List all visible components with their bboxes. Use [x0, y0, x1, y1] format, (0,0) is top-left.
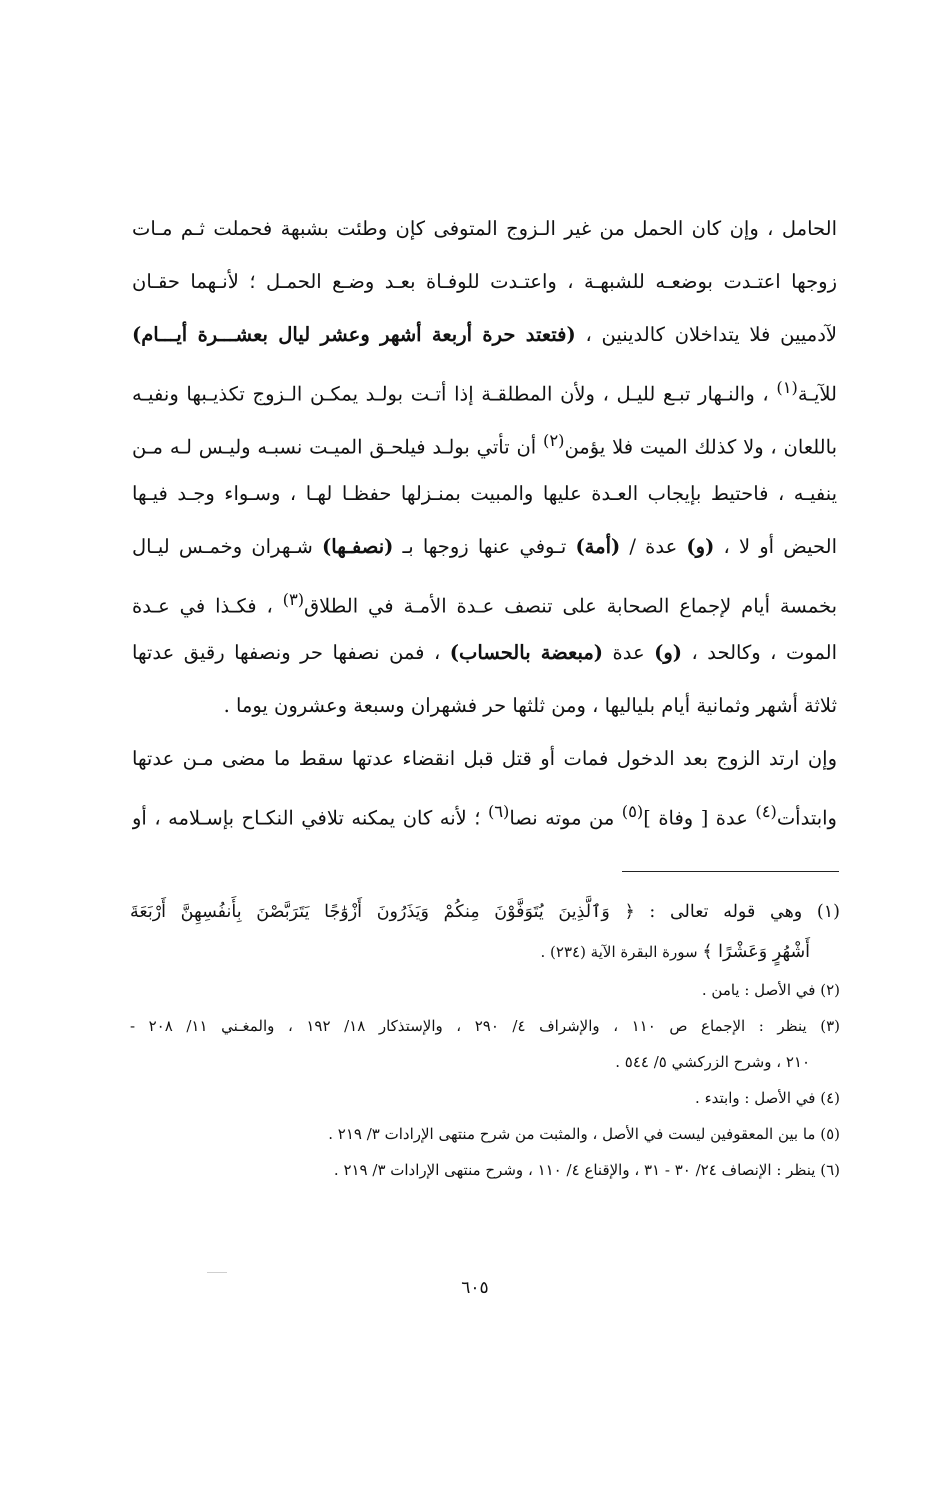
scan-mark	[207, 1272, 227, 1273]
text-segment: من موته نصا	[509, 806, 622, 830]
main-text-block	[132, 202, 837, 838]
footnote-3-line-1: (٣) ينظر : الإجماع ص ١١٠ ، والإشراف ٤/ ٢٩٠ ، والإستذكار ١٨/ ١٩٢ ، والمغـني ١١/ ٢٠٨ -	[130, 1017, 840, 1035]
quran-verse-part-1: ﴿ وَٱلَّذِينَ يُتَوَفَّوْنَ مِنكُمْ وَيَذَرُونَ أَزْوَٰجًا يَتَرَبَّصْنَ بِأَنفُسِهِنَّ أَرْبَعَةَ	[130, 902, 635, 922]
footnote-1-label: (١) وهي قوله تعالى :	[634, 902, 840, 922]
footnote-3-line-2: ٢١٠ ، وشرح الزركشي ٥/ ٥٤٤ .	[615, 1053, 810, 1071]
text-segment: لآدميين فلا يتداخلان كالدينين ،	[575, 323, 837, 346]
text-line-4	[132, 361, 837, 414]
text-line-3	[132, 308, 837, 361]
bold-mubaada: (مبعضة بالحساب)	[449, 641, 604, 664]
bold-phrase-four-months: (فتعتد حرة أربعة أشهر وعشر ليال بعشـــرة أيـــام)	[132, 323, 576, 346]
bold-waw: (و)	[654, 641, 682, 664]
text-segment: ، فمن نصفها حر ونصفها رقيق عدتها	[132, 641, 450, 664]
text-line-5	[132, 414, 837, 467]
text-line-7	[132, 520, 837, 573]
footnote-2: (٢) في الأصل : يامن .	[701, 981, 840, 999]
bold-ama: (أمة)	[575, 535, 621, 558]
footnote-ref-4: (٤)	[755, 802, 777, 821]
text-segment: الحيض أو لا ،	[714, 535, 837, 558]
text-line-6: ينفيـه ، فاحتيط بإيجاب العـدة عليها والمبيت بمنـزلها حفظـا لهـا ، وسـواء وجـد فيـها	[132, 482, 837, 505]
footnote-1-source: سورة البقرة الآية (٢٣٤) .	[540, 943, 703, 961]
text-segment: باللعان ، ولا كذلك الميت فلا يؤمن	[564, 435, 837, 459]
text-segment: الموت ، وكالحد ،	[681, 641, 837, 664]
page-number: ٦٠٥	[461, 1278, 489, 1298]
bold-waw: (و)	[686, 535, 715, 558]
footnote-ref-1: (١)	[776, 378, 798, 397]
footnote-5: (٥) ما بين المعقوفين ليست في الأصل ، والمثبت من شرح منتهى الإرادات ٣/ ٢١٩ .	[328, 1125, 840, 1143]
text-segment: ، فكـذا في عـدة	[132, 594, 283, 618]
footnotes-block	[130, 892, 840, 1188]
text-line-10: ثلاثة أشهر وثمانية أيام بلياليها ، ومن ثلثها حر فشهران وسبعة وعشرون يوما .	[223, 694, 837, 717]
footnote-1-line-2	[130, 932, 840, 972]
text-segment: ، والنـهار تبـع لليـل ، ولأن المطلقـة إذا أتـت بولـد يمكـن الـزوج تكذيـبها ونفيـه	[132, 382, 777, 406]
text-segment: تـوفي عنها زوجها بـ	[393, 535, 576, 558]
quran-verse-part-2: أَشْهُرٍ وَعَشْرًا ﴾	[702, 942, 810, 962]
text-line-12	[132, 785, 837, 838]
text-line-9	[132, 626, 837, 679]
text-line-11: وإن ارتد الزوج بعد الدخول فمات أو قتل قبل انقضاء عدتها سقط ما مضى مـن عدتها	[132, 747, 837, 770]
text-segment: شـهران وخمـس ليـال	[132, 535, 323, 558]
footnote-6: (٦) ينظر : الإنصاف ٢٤/ ٣٠ - ٣١ ، والإقناع ٤/ ١١٠ ، وشرح منتهى الإرادات ٣/ ٢١٩ .	[333, 1161, 840, 1179]
footnote-ref-3: (٣)	[282, 590, 305, 609]
text-segment: بخمسة أيام لإجماع الصحابة على تنصف عـدة الأمـة في الطلاق	[304, 594, 837, 618]
text-segment: للآيـة	[797, 382, 837, 406]
footnote-4: (٤) في الأصل : وابتدء .	[695, 1089, 840, 1107]
text-segment: عدة /	[620, 535, 687, 558]
footnote-ref-2: (٢)	[543, 431, 565, 450]
text-line-8	[132, 573, 837, 626]
text-line-2: زوجها اعتـدت بوضعـه للشبهـة ، واعتـدت للوفـاة بعـد وضـع الحمـل ؛ لأنـهما حقـان	[132, 270, 837, 293]
footnote-separator	[622, 871, 839, 872]
text-segment: ؛ لأنه كان يمكنه تلافي النكـاح بإسـلامه ، أو	[132, 806, 488, 830]
text-segment: وابتدأت	[776, 806, 837, 830]
text-line-1: الحامل ، وإن كان الحمل من غير الـزوج المتوفى كإن وطئت بشبهة فحملت ثـم مـات	[132, 217, 837, 240]
text-segment: عدة [ وفاة ]	[643, 806, 756, 830]
bold-nisfuha: (نصفـها)	[322, 535, 394, 558]
footnote-1-line-1	[130, 892, 840, 932]
text-segment: عدة	[603, 641, 655, 664]
text-segment: أن تأتي بولـد فيلحـق الميـت نسبـه وليـس لـه مـن	[132, 435, 544, 459]
footnote-ref-6: (٦)	[487, 802, 510, 821]
footnote-ref-5: (٥)	[621, 802, 644, 821]
